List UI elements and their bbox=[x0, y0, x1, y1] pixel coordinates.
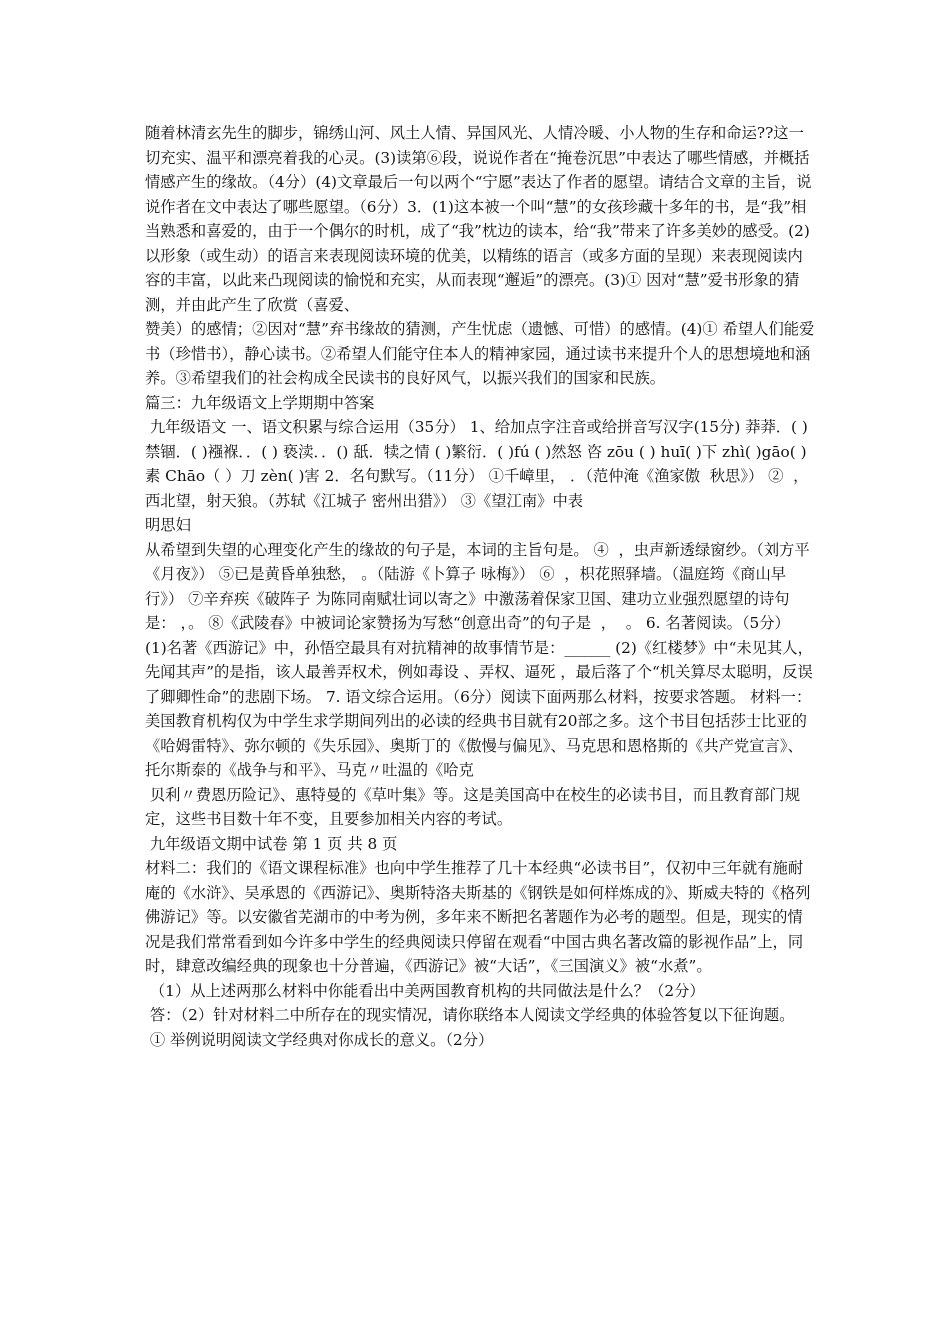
section-heading: 篇三：九年级语文上学期期中答案 bbox=[145, 393, 375, 412]
document-page bbox=[145, 121, 815, 1052]
paragraph-questions-continued: 从希望到失望的心理变化产生的缘故的句子是，本词的主旨句是。 ④ ，虫声新透绿窗纱。（刘方平《月夜》） ⑤已是黄昏单独愁， 。（陆游《卜算子 咏梅》） ⑥ ，枳花照驿墙。（温庭筠《商山早行》） ⑦辛弃疾《破阵子 为陈同南赋壮词以寄之》中激荡着保家卫国、建功立业强烈愿望的诗句是： ，。 ⑧《武陵春》中被词论家赞扬为写愁“创意出奇”的句子是 ， 。 6. 名著阅读。（5分） (1)名著《西游记》中，孙悟空最具有对抗精神的故事情节是：______ (2)《红楼梦》中“未见其人，先闻其声”的是指，该人最善弄权术，例如毒设 、弄权、逼死 ，最后落了个“机关算尽太聪明，反误了卿卿性命”的悲剧下场。 7. 语文综合运用。（6分）阅读下面两那么材料，按要求答题。 材料一：美国教育机构仅为中学生求学期间列出的必读的经典书目就有20部之多。这个书目包括莎士比亚的《哈姆雷特》、弥尔顿的《失乐园》、奥斯丁的《傲慢与偏见》、马克思和恩格斯的《共产党宣言》、托尔斯泰的《战争与和平》、马克〃吐温的《哈克 bbox=[145, 540, 813, 779]
page-footer: 九年级语文期中试卷 第 1 页 共 8 页 bbox=[145, 834, 398, 853]
paragraph-essay-answers-continued: 赞美）的感情；②因对“慧”弃书缘故的猜测，产生忧虑（遗憾、可惜）的感情。(4)① 希望人们能爱书（珍惜书），静心读书。②希望人们能守住本人的精神家园，通过读书来提升个人的思想境地和涵养。③希望我们的社会构成全民读书的良好风气，以振兴我们的国家和民族。 bbox=[145, 320, 815, 387]
question-2-part-1: ① 举例说明阅读文学经典对你成长的意义。（2分） bbox=[145, 1030, 494, 1049]
question-1: （1）从上述两那么材料中你能看出中美两国教育机构的共同做法是什么？（2分） bbox=[145, 981, 705, 1000]
paragraph-fragment: 明思妇 bbox=[145, 516, 191, 534]
paragraph-material-one-end: 贝利〃费恩历险记》、惠特曼的《草叶集》等。这是美国高中在校生的必读书目，而且教育部门规定，这些书目数十年不变，且要参加相关内容的考试。 bbox=[145, 785, 800, 828]
paragraph-material-two: 材料二：我们的《语文课程标准》也向中学生推荐了几十本经典“必读书目”，仅初中三年就有施耐庵的《水浒》、吴承恩的《西游记》、奥斯特洛夫斯基的《钢铁是如何样炼成的》、斯威夫特的《格列佛游记》等。以安徽省芜湖市的中考为例，多年来不断把名著题作为必考的题型。但是，现实的情况是我们常常看到如今许多中学生的经典阅读只停留在观看“中国古典名著改篇的影视作品”上，同时，肆意改编经典的现象也十分普遍，《西游记》被“大话”，《三国演义》被“水煮”。 bbox=[145, 859, 811, 975]
answer-and-question-2: 答：（2）针对材料二中所存在的现实情况，请你联络本人阅读文学经典的体验答复以下征询题。 bbox=[145, 1006, 795, 1024]
paragraph-question-1-2: 九年级语文 一、语文积累与综合运用（35分） 1、给加点字注音或给拼音写汉字(15分) 莽莽．( ) 禁锢．( )襁褓．．( ) 亵渎．．() 舐．犊之情 ( )繁衍．( )fú ( )然怒 咨 zōu ( ) huī( )下 zhì( )gāo( )素 Chāo（ ）刀 zèn( )害 2．名句默写。（11分） ①千嶂里， ．（范仲淹《渔家傲 秋思》） ② ，西北望，射天狼。（苏轼《江城子 密州出猎》） ③《望江南》中表 bbox=[145, 418, 813, 510]
paragraph-essay-answers: 随着林清玄先生的脚步，锦绣山河、风土人情、异国风光、人情冷暖、小人物的生存和命运??这一切充实、温平和漂亮着我的心灵。(3)读第⑥段，说说作者在“掩卷沉思”中表达了哪些情感，并概括情感产生的缘故。（4分）(4)文章最后一句以两个“宁愿”表达了作者的愿望。请结合文章的主旨，说说作者在文中表达了哪些愿望。（6分）3．(1)这本被一个叫“慧”的女孩珍藏十多年的书，是“我”相当熟悉和喜爱的，由于一个偶尔的时机，成了“我”枕边的读本，给“我”带来了许多美妙的感受。(2)以形象（或生动）的语言来表现阅读环境的优美，以精练的语言（或多方面的呈现）来表现阅读内容的丰富，以此来凸现阅读的愉悦和充实，从而表现“邂逅”的漂亮。(3)① 因对“慧”爱书形象的猜测，并由此产生了欣赏（喜爱、 bbox=[145, 124, 812, 314]
